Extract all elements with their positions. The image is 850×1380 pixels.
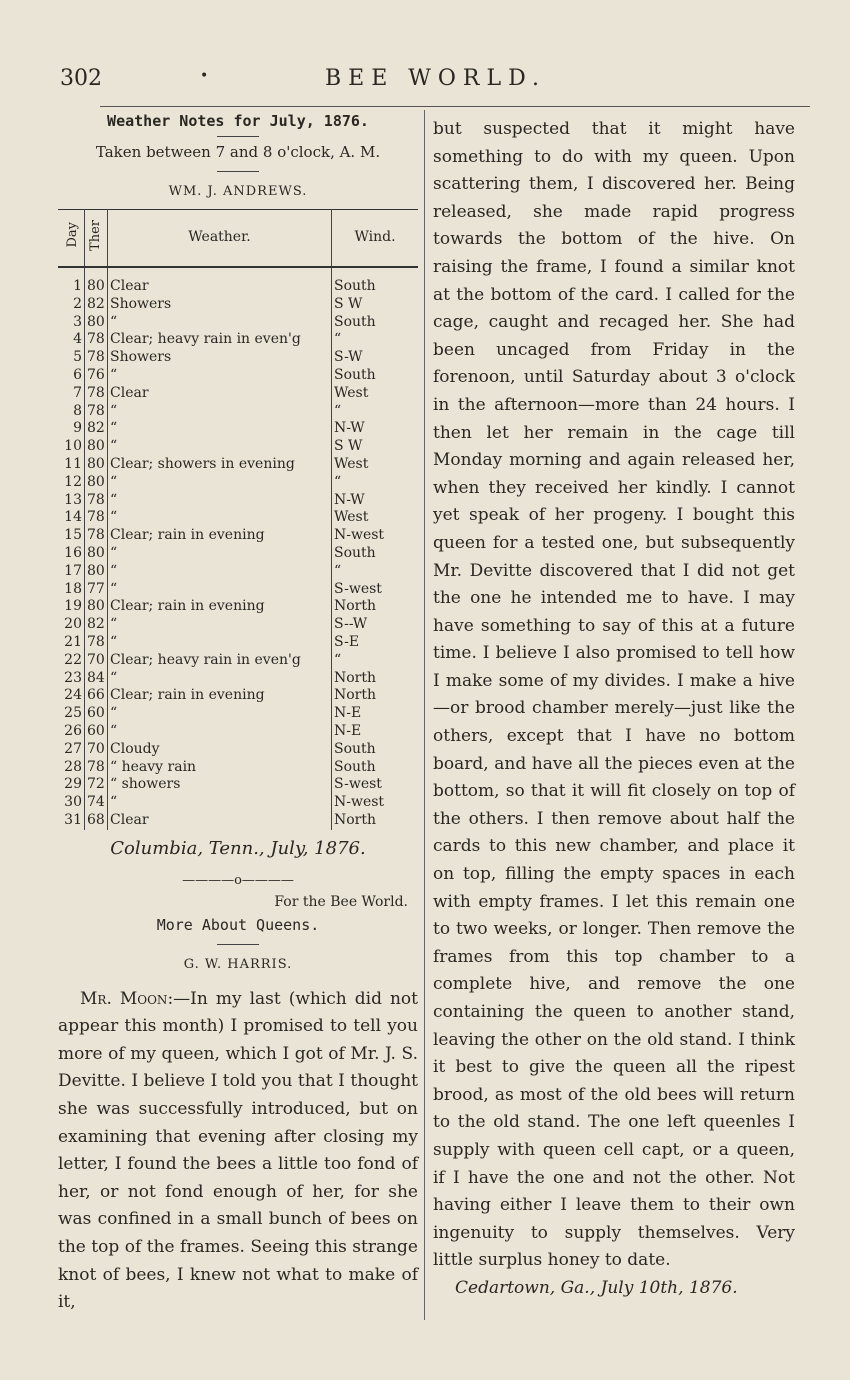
weather-row <box>58 723 418 741</box>
row-wind: “ <box>334 473 342 490</box>
row-ther: 66 <box>85 687 108 705</box>
row-day: 27 <box>58 741 85 759</box>
running-title: BEE WORLD. <box>325 66 546 91</box>
row-day: 18 <box>58 581 85 599</box>
row-wind: South <box>334 544 376 561</box>
row-weather: Clear; rain in evening <box>108 527 332 545</box>
weather-row <box>58 670 418 688</box>
row-wind: North <box>334 598 377 615</box>
row-ther: 70 <box>85 652 108 670</box>
row-wind: S-west <box>334 776 382 793</box>
row-weather: “ <box>108 509 332 527</box>
weather-table-header <box>58 210 418 268</box>
row-weather: “ <box>108 474 332 492</box>
weather-row <box>58 527 418 545</box>
row-wind: North <box>334 669 377 686</box>
row-ther: 72 <box>85 776 108 794</box>
row-day: 8 <box>58 403 85 421</box>
row-ther: 78 <box>85 331 108 349</box>
weather-row <box>58 420 418 438</box>
row-weather: Clear <box>108 278 332 296</box>
weather-row <box>58 403 418 421</box>
weather-author: WM. J. ANDREWS. <box>168 184 308 199</box>
row-weather: “ <box>108 492 332 510</box>
row-wind: West <box>334 384 369 401</box>
row-weather: Clear; showers in evening <box>108 456 332 474</box>
row-wind: S-west <box>334 580 382 597</box>
col-weather-header: Weather. <box>108 210 332 268</box>
weather-row <box>58 349 418 367</box>
row-day: 22 <box>58 652 85 670</box>
weather-row <box>58 652 418 670</box>
right-column <box>433 116 795 1302</box>
weather-row <box>58 474 418 492</box>
row-wind: N-W <box>334 491 365 508</box>
row-wind: N-W <box>334 420 365 437</box>
row-day: 10 <box>58 438 85 456</box>
row-wind: S-W <box>334 349 363 366</box>
weather-row <box>58 598 418 616</box>
weather-subtitle: Taken between 7 and 8 o'clock, A. M. <box>95 143 381 161</box>
row-wind: N-west <box>334 527 385 544</box>
row-wind: “ <box>334 402 342 419</box>
row-weather: “ <box>108 438 332 456</box>
col-ther-header: Ther <box>85 210 108 268</box>
row-wind: “ <box>334 562 342 579</box>
title-rule <box>217 136 259 137</box>
row-weather: “ <box>108 314 332 332</box>
row-day: 15 <box>58 527 85 545</box>
row-wind: S-E <box>334 633 360 650</box>
article-left-body: :—In my last (which did not appear this month) I promised to tell you more of my queen, which I got of Mr. J. S. Devitte. I believe I told you that I thought she was successfully introduced, but on examining that evening after closing my letter, I found the bees a little too fond of her, or not fond enough of her, for she was confined in a small bunch of bees on the top of the frames. Seeing this strange knot of bees, I knew not what to make of it, <box>58 988 418 1313</box>
row-day: 13 <box>58 492 85 510</box>
row-weather: Clear <box>108 385 332 403</box>
header-dot: • <box>200 68 209 84</box>
row-weather: “ <box>108 705 332 723</box>
header-rule <box>100 106 810 107</box>
weather-row <box>58 545 418 563</box>
row-weather: Clear; rain in evening <box>108 598 332 616</box>
row-ther: 60 <box>85 705 108 723</box>
row-wind: South <box>334 366 376 383</box>
row-ther: 78 <box>85 403 108 421</box>
left-column <box>58 112 418 1317</box>
weather-table <box>58 209 418 830</box>
weather-row <box>58 314 418 332</box>
row-wind: South <box>334 758 376 775</box>
row-weather: Clear; heavy rain in even'g <box>108 331 332 349</box>
article-signature: Cedartown, Ga., July 10th, 1876. <box>455 1277 738 1298</box>
row-wind: West <box>334 455 369 472</box>
row-wind: West <box>334 509 369 526</box>
row-weather: “ <box>108 670 332 688</box>
row-wind: North <box>334 811 377 828</box>
weather-row <box>58 509 418 527</box>
row-weather: “ <box>108 634 332 652</box>
row-ther: 80 <box>85 438 108 456</box>
row-ther: 84 <box>85 670 108 688</box>
row-ther: 68 <box>85 812 108 830</box>
row-wind: N-west <box>334 794 385 811</box>
article-title-rule <box>217 944 259 945</box>
weather-row <box>58 741 418 759</box>
row-wind: South <box>334 740 376 757</box>
row-weather: Clear <box>108 812 332 830</box>
row-weather: “ <box>108 420 332 438</box>
weather-row <box>58 812 418 830</box>
section-separator: ————o———— <box>182 872 294 888</box>
weather-row <box>58 367 418 385</box>
row-ther: 78 <box>85 349 108 367</box>
row-day: 9 <box>58 420 85 438</box>
row-weather: Showers <box>108 349 332 367</box>
row-weather: “ <box>108 563 332 581</box>
row-ther: 70 <box>85 741 108 759</box>
row-day: 3 <box>58 314 85 332</box>
row-ther: 80 <box>85 474 108 492</box>
row-ther: 78 <box>85 759 108 777</box>
weather-row <box>58 634 418 652</box>
weather-row <box>58 581 418 599</box>
row-weather: Clear; heavy rain in even'g <box>108 652 332 670</box>
row-weather: “ <box>108 367 332 385</box>
row-day: 23 <box>58 670 85 688</box>
subtitle-rule <box>217 171 259 172</box>
row-day: 7 <box>58 385 85 403</box>
weather-row <box>58 331 418 349</box>
row-wind: S W <box>334 295 363 312</box>
row-weather: “ <box>108 794 332 812</box>
row-weather: “ <box>108 723 332 741</box>
row-wind: South <box>334 278 376 294</box>
row-day: 24 <box>58 687 85 705</box>
row-day: 4 <box>58 331 85 349</box>
page-number: 302 <box>60 66 102 91</box>
row-day: 19 <box>58 598 85 616</box>
row-weather: “ showers <box>108 776 332 794</box>
row-ther: 82 <box>85 420 108 438</box>
row-weather: “ <box>108 581 332 599</box>
row-ther: 74 <box>85 794 108 812</box>
row-day: 12 <box>58 474 85 492</box>
row-ther: 76 <box>85 367 108 385</box>
article-text-left <box>58 986 418 1317</box>
article-source: For the Bee World. <box>274 893 408 910</box>
weather-row <box>58 687 418 705</box>
row-day: 14 <box>58 509 85 527</box>
row-ther: 80 <box>85 456 108 474</box>
row-ther: 78 <box>85 492 108 510</box>
row-day: 21 <box>58 634 85 652</box>
row-wind: N-E <box>334 722 362 739</box>
row-ther: 82 <box>85 616 108 634</box>
weather-row <box>58 616 418 634</box>
row-wind: “ <box>334 331 342 348</box>
weather-row <box>58 705 418 723</box>
row-weather: “ <box>108 616 332 634</box>
row-weather: Cloudy <box>108 741 332 759</box>
row-ther: 78 <box>85 385 108 403</box>
article-author: G. W. HARRIS. <box>183 956 293 972</box>
row-ther: 60 <box>85 723 108 741</box>
row-wind: S W <box>334 438 363 455</box>
col-day-header: Day <box>58 210 85 268</box>
row-weather: Showers <box>108 296 332 314</box>
row-ther: 80 <box>85 545 108 563</box>
row-ther: 78 <box>85 509 108 527</box>
col-wind-header: Wind. <box>354 229 396 246</box>
row-day: 17 <box>58 563 85 581</box>
weather-row <box>58 278 418 296</box>
row-wind: South <box>334 313 376 330</box>
row-wind: North <box>334 687 377 704</box>
salutation: Mr. Moon <box>80 988 168 1009</box>
row-wind: “ <box>334 651 342 668</box>
row-ther: 77 <box>85 581 108 599</box>
weather-row <box>58 563 418 581</box>
row-day: 5 <box>58 349 85 367</box>
weather-title: Weather Notes for July, 1876. <box>107 112 369 130</box>
row-weather: “ heavy rain <box>108 759 332 777</box>
weather-row <box>58 296 418 314</box>
row-wind: S--W <box>334 616 368 633</box>
row-day: 26 <box>58 723 85 741</box>
row-day: 25 <box>58 705 85 723</box>
row-day: 11 <box>58 456 85 474</box>
row-weather: Clear; rain in evening <box>108 687 332 705</box>
row-weather: “ <box>108 403 332 421</box>
row-day: 6 <box>58 367 85 385</box>
row-day: 28 <box>58 759 85 777</box>
row-day: 16 <box>58 545 85 563</box>
weather-row <box>58 776 418 794</box>
row-day: 1 <box>58 278 85 296</box>
weather-row <box>58 456 418 474</box>
row-ther: 80 <box>85 278 108 296</box>
weather-signature: Columbia, Tenn., July, 1876. <box>110 837 366 859</box>
row-day: 30 <box>58 794 85 812</box>
column-rule <box>424 110 425 1320</box>
row-ther: 80 <box>85 563 108 581</box>
row-ther: 82 <box>85 296 108 314</box>
weather-row <box>58 492 418 510</box>
article-title: More About Queens. <box>156 915 320 934</box>
row-wind: N-E <box>334 705 362 722</box>
row-ther: 78 <box>85 527 108 545</box>
row-ther: 80 <box>85 598 108 616</box>
weather-row <box>58 385 418 403</box>
row-day: 31 <box>58 812 85 830</box>
article-text-right: but suspected that it might have something to do with my queen. Upon scattering them, I discovered her. Being released, she made rapid progress towards the bottom of the hive. On raising the frame, I found a similar knot at the bottom of the card. I called for the cage, caught and recaged her. She had been uncaged from Friday in the forenoon, until Saturday about 3 o'clock in the afternoon—more than 24 hours. I then let her remain in the cage till Monday morning and again released her, when they received her kindly. I cannot yet speak of her progeny. I bought this queen for a tested one, but subsequently Mr. Devitte discovered that I did not get the one he intended me to have. I may have something to say of this at a future time. I believe I also promised to tell how I make some of my divides. I make a hive—or brood chamber merely—just like the others, except that I have no bottom board, and have all the pieces even at the bottom, so that it will fit closely on top of the others. I then remove about half the cards to this new chamber, and place it on top, filling the empty spaces in each with empty frames. I let this remain one to two weeks, or longer. Then remove the frames from this top chamber to a complete hive, and remove the one containing the queen to another stand, leaving the other on the old stand. I think it best to give the queen all the ripest brood, as most of the old bees will return to the old stand. The one left queenles I supply with queen cell capt, or a queen, if I have the one and not the other. Not having either I leave them to their own ingenuity to supply themselves. Very little surplus honey to date. <box>433 119 795 1271</box>
row-day: 20 <box>58 616 85 634</box>
weather-row <box>58 759 418 777</box>
row-day: 2 <box>58 296 85 314</box>
row-day: 29 <box>58 776 85 794</box>
row-ther: 80 <box>85 314 108 332</box>
row-ther: 78 <box>85 634 108 652</box>
row-weather: “ <box>108 545 332 563</box>
weather-row <box>58 438 418 456</box>
weather-row <box>58 794 418 812</box>
